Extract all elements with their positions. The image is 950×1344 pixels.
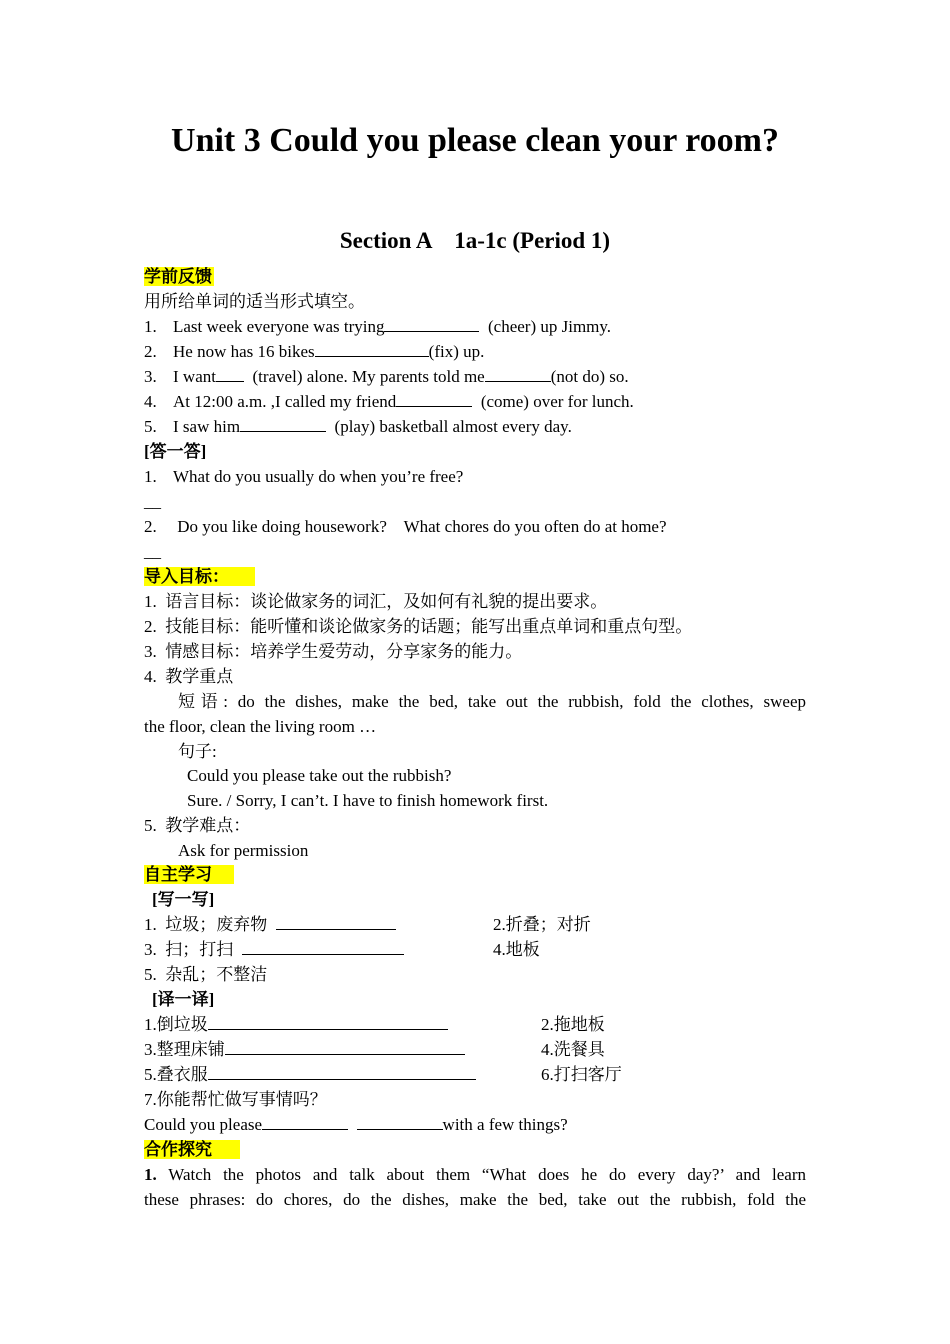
blank-line xyxy=(208,1064,476,1080)
sentences-label: 句子: xyxy=(178,742,217,761)
write-heading: [写一写] xyxy=(152,890,215,909)
key-sentence: Sure. / Sorry, I can’t. I have to finish homework first. xyxy=(187,791,549,810)
write-item: 5. 杂乱；不整洁 xyxy=(144,965,268,984)
translate-item: 4.洗餐具 xyxy=(541,1040,605,1059)
cooperation-line: these phrases: do chores, do the dishes, make the bed, take out the rubbish, fold the xyxy=(144,1190,806,1209)
answer-heading: [答一答] xyxy=(144,442,207,461)
blank-line xyxy=(240,416,326,432)
page-title: Unit 3 Could you please clean your room? xyxy=(171,122,779,159)
translate-item: 1.倒垃圾 xyxy=(144,1014,448,1036)
blank-line xyxy=(216,366,244,382)
answer-blank: __ xyxy=(144,542,161,561)
blank-line xyxy=(225,1039,465,1055)
key-sentence: Could you please take out the rubbish? xyxy=(187,766,452,785)
self-study-heading: 自主学习 xyxy=(144,864,234,886)
fill-item: 2. He now has 16 bikes (fix) up. xyxy=(144,342,485,361)
difficulty-text: Ask for permission xyxy=(178,841,309,860)
fill-item: 5. I saw him (play) basketball almost every day. xyxy=(144,417,572,436)
key-phrases-line: 短语: do the dishes, make the bed, take out the rubbish, fold the clothes, sweep xyxy=(178,692,806,711)
write-item: 2.折叠；对折 xyxy=(493,915,591,934)
preclass-instruction: 用所给单词的适当形式填空。 xyxy=(144,292,365,311)
goal-item: 4. 教学重点 xyxy=(144,667,234,686)
blank-line xyxy=(315,341,429,357)
blank-line xyxy=(384,316,479,332)
translate-heading: [译一译] xyxy=(152,990,215,1009)
translate-item: 6.打扫客厅 xyxy=(541,1065,622,1084)
translate-item: 7.你能帮忙做写事情吗？ xyxy=(144,1090,327,1109)
blank-line xyxy=(276,914,396,930)
blank-line xyxy=(396,391,472,407)
blank-line xyxy=(262,1114,348,1130)
goal-item: 5. 教学难点： xyxy=(144,816,251,835)
write-item: 3. 扫；打扫 xyxy=(144,939,404,961)
answer-blank: __ xyxy=(144,492,161,511)
blank-line xyxy=(357,1114,443,1130)
section-subtitle: Section A 1a-1c (Period 1) xyxy=(339,228,611,253)
fill-item: 1. Last week everyone was trying (cheer) up Jimmy. xyxy=(144,317,612,336)
write-item: 4.地板 xyxy=(493,940,540,959)
question: 2. Do you like doing housework? What chores do you often do at home? xyxy=(144,517,667,536)
key-phrases-line: the floor, clean the living room … xyxy=(144,717,377,736)
goal-item: 2. 技能目标：能听懂和谈论做家务的话题；能写出重点单词和重点句型。 xyxy=(144,617,693,636)
translate-item: 2.拖地板 xyxy=(541,1015,605,1034)
goal-item: 3. 情感目标：培养学生爱劳动，分享家务的能力。 xyxy=(144,642,523,661)
blank-line xyxy=(208,1014,448,1030)
preclass-heading: 学前反馈 xyxy=(144,267,212,286)
cooperation-heading: 合作探究 xyxy=(144,1139,240,1161)
translate-item: 3.整理床铺 xyxy=(144,1039,465,1061)
fill-item: 4. At 12:00 a.m. ,I called my friend (come) over for lunch. xyxy=(144,392,634,411)
goals-heading: 导入目标： xyxy=(144,566,255,588)
cooperation-line: 1. Watch the photos and talk about them “What does he do every day?’ and learn xyxy=(144,1165,806,1184)
translate-sentence: Could you please with a few things? xyxy=(144,1115,568,1134)
fill-item: 3. I want (travel) alone. My parents told me (not do) so. xyxy=(144,367,629,386)
write-item: 1. 垃圾；废弃物 xyxy=(144,914,396,936)
translate-item: 5.叠衣服 xyxy=(144,1064,476,1086)
question: 1. What do you usually do when you’re free? xyxy=(144,467,464,486)
goal-item: 1. 语言目标：谈论做家务的词汇，及如何有礼貌的提出要求。 xyxy=(144,592,608,611)
blank-line xyxy=(485,366,551,382)
blank-line xyxy=(242,939,404,955)
